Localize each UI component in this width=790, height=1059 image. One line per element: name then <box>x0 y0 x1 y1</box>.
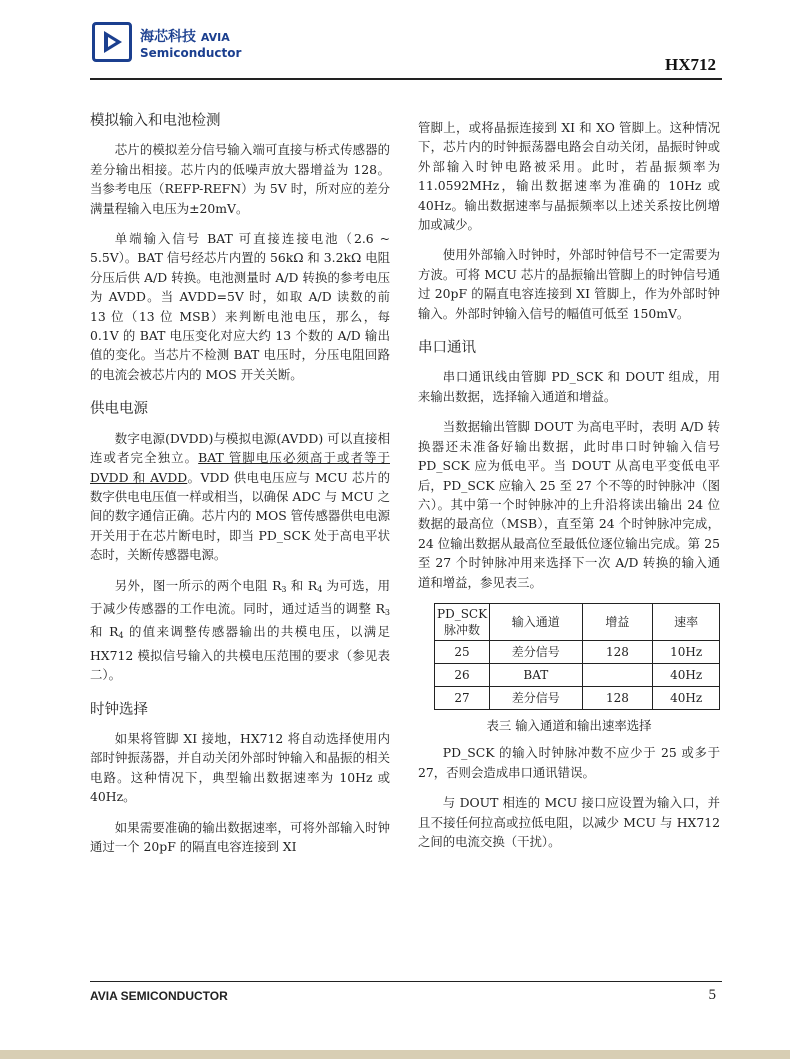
table-header: 输入通道 <box>490 603 583 640</box>
table-header: 速率 <box>653 603 720 640</box>
right-column <box>418 118 720 862</box>
paragraph: 另外，图一所示的两个电阻 $R_3$ 和 $R_4$ 为可选，用于减少传感器的工作电流。同时，通过适当的调整 $R_3$ 和 $R_4$ 的值来调整传感器输出的共模电压，以满足 HX712 模拟信号输入的共模电压范围的要求（参见表二）。 <box>90 577 390 683</box>
table-header-row <box>435 603 720 640</box>
section-title-power-supply: 供电电源 <box>90 401 148 418</box>
table-cell: 27 <box>435 686 490 709</box>
table-header: PD_SCK 脉冲数 <box>435 603 490 640</box>
paragraph: 单端输入信号 BAT 可直接连接电池（2.6 ~ 5.5V）。BAT 信号经芯片内置的 56kΩ 和 3.2kΩ 电阻分压后供 A/D 转换。电池测量时 A/D 转换的参考电压为 AVDD。当 AVDD=5V 时，如取 A/D 读数的前 13 位（13 位 MSB）来判断电池电压，那么，每 0.1V 的 BAT 电压变化对应大约 13 个数的 A/D 输出值的变化。当芯片不检测 BAT 电压时，分压电阻回路的电流会被芯片内的 MOS 开关关断。 <box>90 231 390 382</box>
table-cell: 128 <box>582 686 653 709</box>
document-id: HX712 <box>665 55 716 74</box>
logo-icon <box>92 22 132 62</box>
paragraph: 如果将管脚 XI 接地，HX712 将自动选择使用内部时钟振荡器，并自动关闭外部时钟输入和晶振的相关电路。这种情况下，典型输出数据速率为 10Hz 或 40Hz。 <box>90 730 390 805</box>
table-cell: 差分信号 <box>490 640 583 663</box>
table-cell: 128 <box>582 640 653 663</box>
table-cell: 26 <box>435 663 490 686</box>
table-cell: 差分信号 <box>490 686 583 709</box>
table-cell: 10Hz <box>653 640 720 663</box>
logo-text: 海芯科技 AVIA <box>140 29 230 45</box>
left-column <box>90 112 390 867</box>
table-cell: 25 <box>435 640 490 663</box>
table-caption: 表三 输入通道和输出速率选择 <box>486 717 652 733</box>
section-title-serial: 串口通讯 <box>418 340 476 357</box>
table-cell: 40Hz <box>653 663 720 686</box>
page-number: 5 <box>708 987 716 1003</box>
paragraph: 使用外部输入时钟时，外部时钟信号不一定需要为方波。可将 MCU 芯片的晶振输出管脚上的时钟信号通过 20pF 的隔直电容连接到 XI 管脚上，作为外部时钟输入。外部时钟输入信号的幅值可低至 150mV。 <box>418 247 720 321</box>
table-row <box>435 640 720 663</box>
paragraph: 串口通讯线由管脚 PD_SCK 和 DOUT 组成，用来输出数据，选择输入通道和增益。 <box>418 369 720 404</box>
paragraph: 当数据输出管脚 DOUT 为高电平时，表明 A/D 转换器还未准备好输出数据，此时串口时钟输入信号 PD_SCK 应为低电平。当 DOUT 从高电平变低电平后，PD_SCK 应输入 25 至 27 个不等的时钟脉冲（图六）。其中第一个时钟脉冲的上升沿将读出输出 24 位数据的最高位（MSB），直至第 24 个时钟脉冲完成，24 位输出数据从最高位至最低位逐位输出完成。第 25 至 27 个时钟脉冲用来选择下一次 A/D 转换的输入通道和增益，参见表三。 <box>418 419 720 590</box>
paragraph: 管脚上，或将晶振连接到 XI 和 XO 管脚上。这种情况下，芯片内的时钟振荡器电路会自动关闭，晶振时钟或外部输入时钟电路被采用。此时，若晶振频率为 11.0592MHz，输出数据速率为准确的 10Hz 或 40Hz。输出数据速率与晶振频率以上述关系按比例增加或减少。 <box>418 120 720 233</box>
paragraph: 如果需要准确的输出数据速率，可将外部输入时钟通过一个 20pF 的隔直电容连接到 XI <box>90 819 390 854</box>
paragraph: 数字电源(DVDD)与模拟电源(AVDD) 可以直接相连或者完全独立。BAT 管脚电压必须高于或者等于 DVDD 和 AVDD。VDD 供电电压应与 MCU 芯片的数字供电电压值一样或相当，以确保 ADC 与 MCU 之间的数字通信正确。芯片内的 MOS 管传感器供电电源开关用于在芯片断电时，即当 PD_SCK 处于高电平状态时，关断传感器电源。 <box>90 430 390 563</box>
logo-subtext: Semiconductor <box>140 46 242 60</box>
underlined-note: BAT 管脚电压必须高于或者等于 DVDD 和 AVDD <box>90 450 390 485</box>
table-header: 增益 <box>582 603 653 640</box>
section-title-analog-input: 模拟输入和电池检测 <box>90 113 221 129</box>
table-row <box>435 663 720 686</box>
table-row <box>435 686 720 709</box>
paragraph: PD_SCK 的输入时钟脉冲数不应少于 25 或多于 27，否则会造成串口通讯错误。 <box>418 745 720 780</box>
bottom-band <box>0 1050 790 1059</box>
table-cell: BAT <box>490 663 583 686</box>
table-cell <box>582 663 653 686</box>
paragraph: 芯片的模拟差分信号输入端可直接与桥式传感器的差分输出相接。芯片内的低噪声放大器增益为 128。当参考电压（REFP-REFN）为 5V 时，所对应的差分满量程输入电压为±20mV。 <box>90 142 390 216</box>
channel-table <box>434 603 720 710</box>
table-cell: 40Hz <box>653 686 720 709</box>
section-title-clock: 时钟选择 <box>90 701 148 718</box>
footer-divider <box>90 981 722 982</box>
paragraph: 与 DOUT 相连的 MCU 接口应设置为输入口，并且不接任何拉高或拉低电阻，以减少 MCU 与 HX712 之间的电流交换（干扰）。 <box>418 795 720 849</box>
footer-company: AVIA SEMICONDUCTOR <box>90 989 228 1003</box>
header-divider <box>90 78 722 80</box>
